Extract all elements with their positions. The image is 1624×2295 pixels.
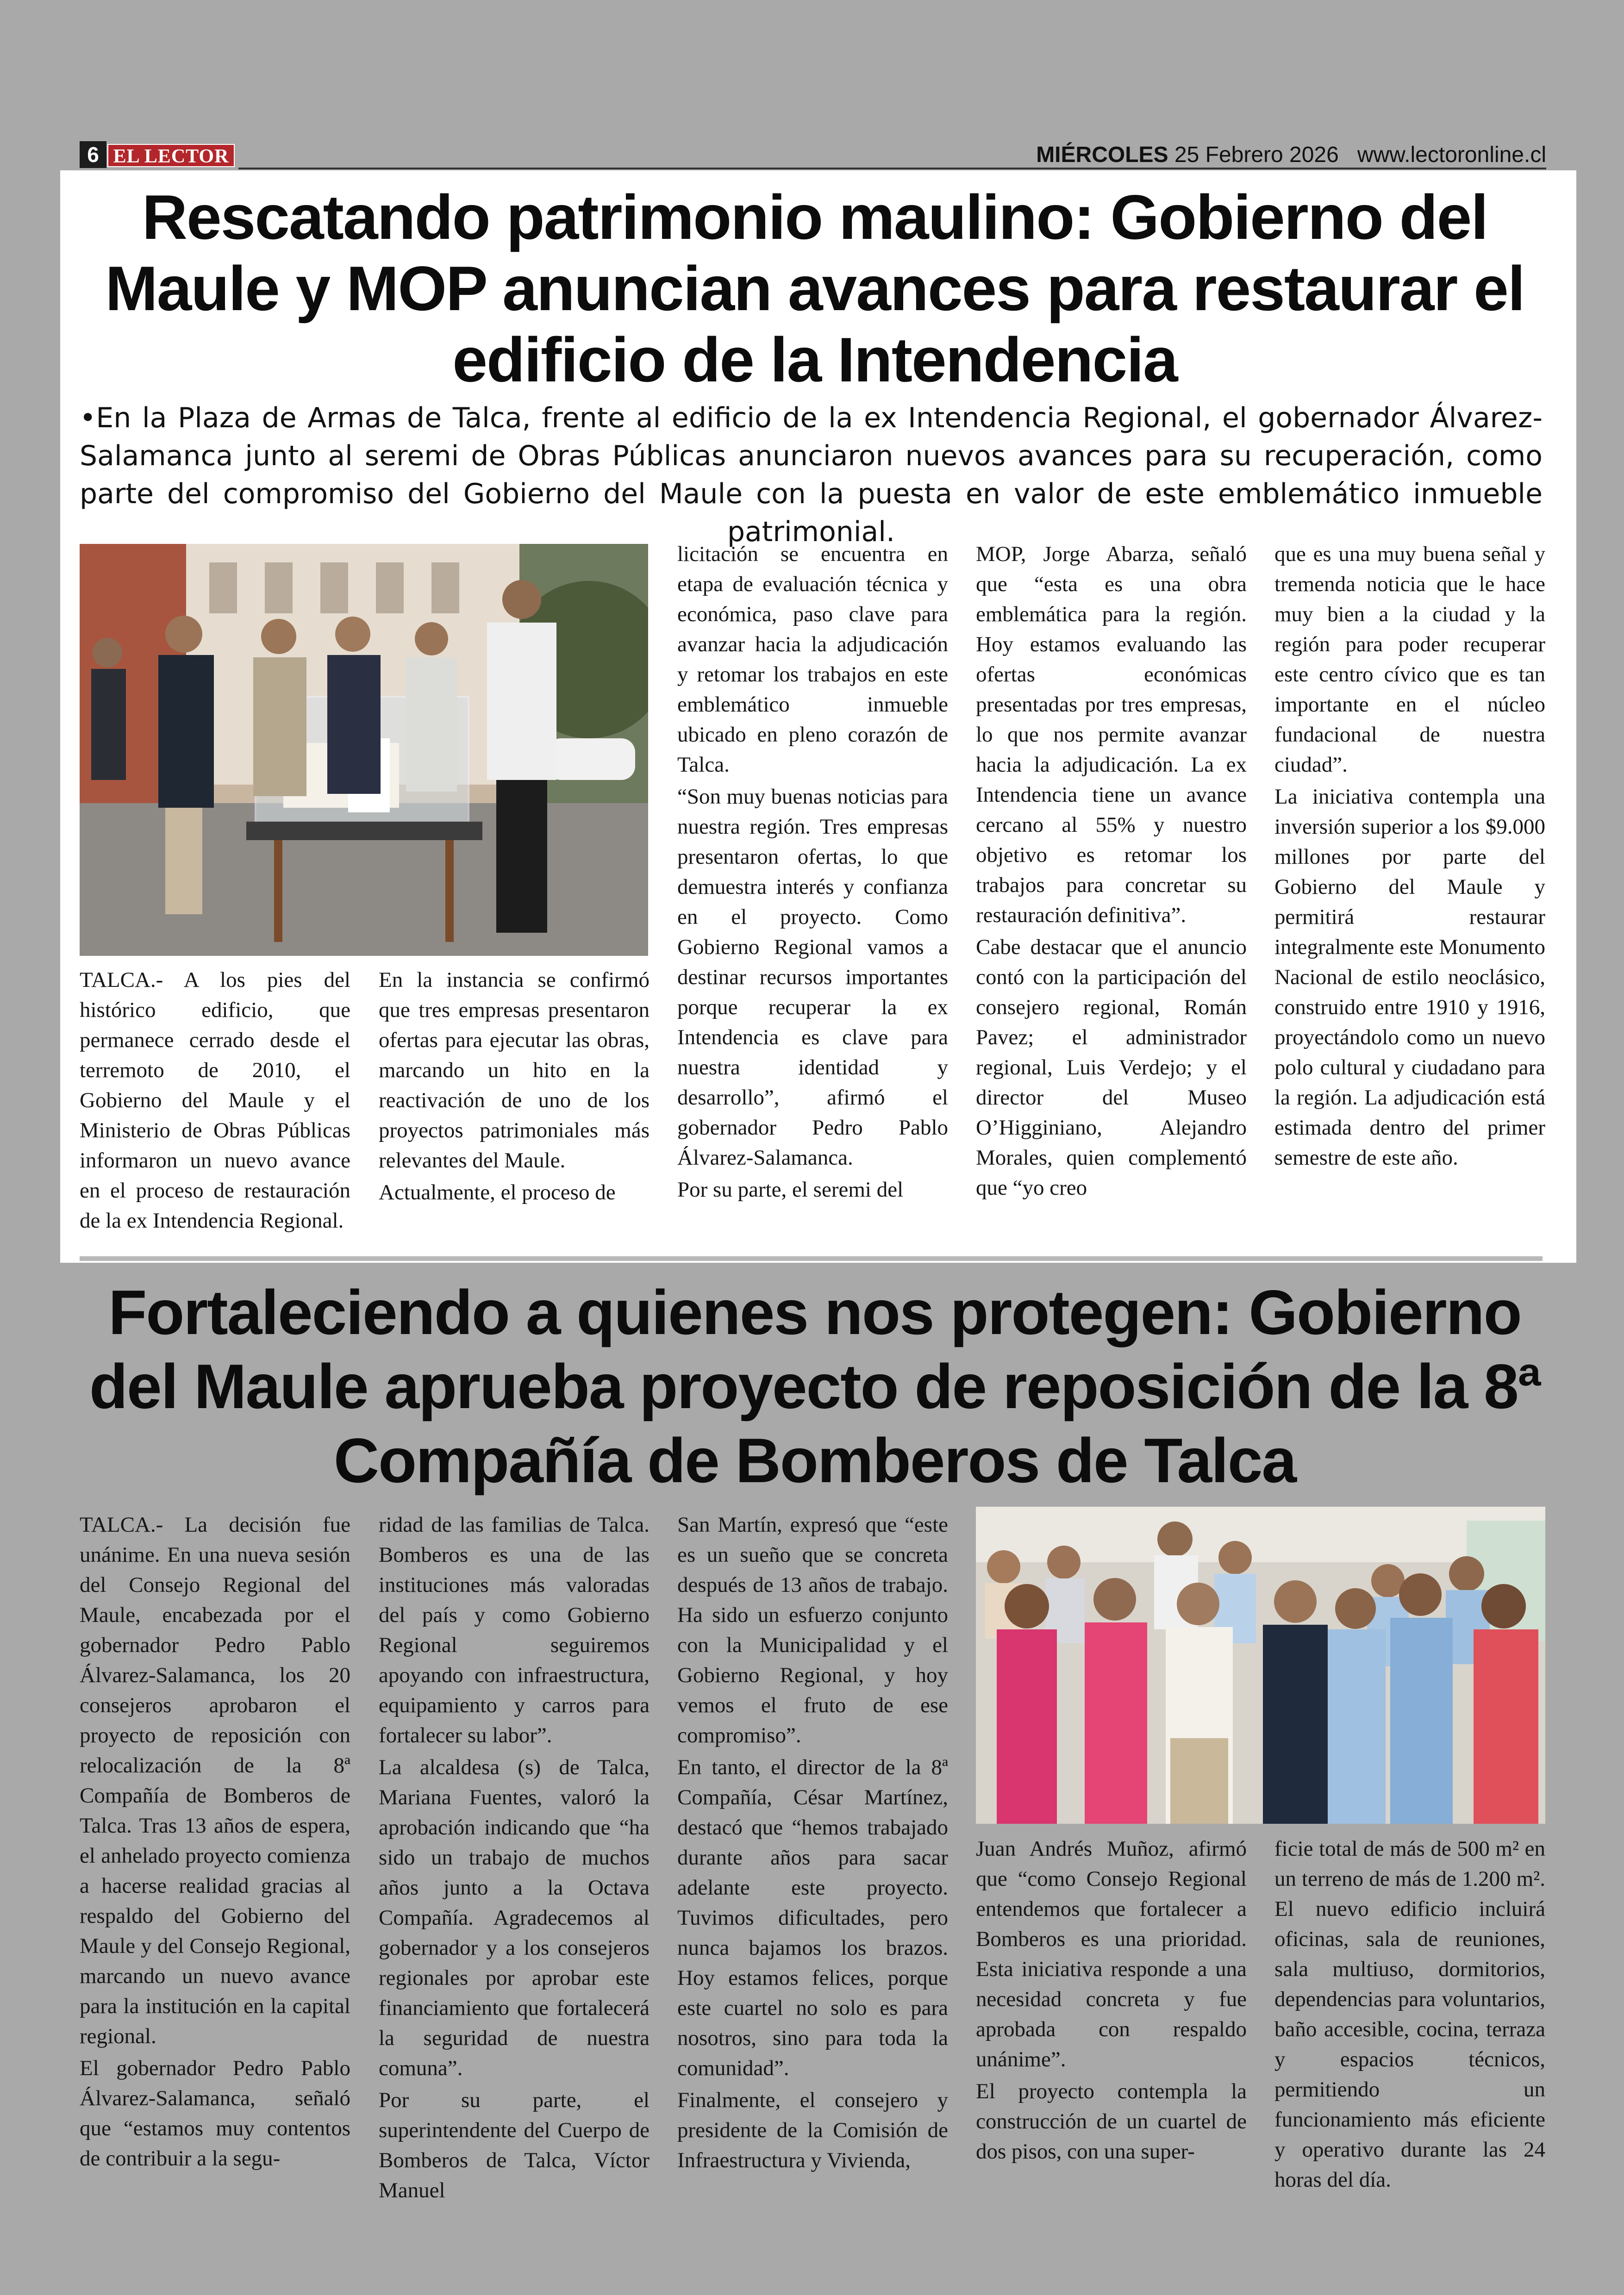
article2-column-5 [1274,1834,1545,2197]
paragraph: “Son muy buenas noticias para nuestra región. Tres empresas presentaron ofertas, lo que demuestra interés y confianza en el proyecto. Como Gobierno Regional vamos a destinar recursos importantes porque recuperar la ex Intendencia es clave para nuestra identidad y desarrollo”, afirmó el gobernador Pedro Pablo Álvarez-Salamanca. [677,785,948,1170]
paragraph: Actualmente, el proceso de [379,1180,616,1204]
article1-column-3 [677,539,948,1207]
website-url: www.lectoronline.cl [1357,143,1546,167]
issue-date: 25 Febrero 2026 [1174,143,1339,167]
dateline [694,139,1546,171]
paragraph: TALCA.- A los pies del histórico edificio, que permanece cerrado desde el terremoto de 2010, el Gobierno del Maule y el Ministerio de Obras Públicas informaron un nuevo avance en el proceso de restauración de la ex Intendencia Regional. [80,968,350,1233]
article1-column-5 [1274,539,1545,1175]
paragraph: TALCA.- La decisión fue unánime. En una nueva sesión del Consejo Regional del Maule, encabezada por el gobernador Pedro Pablo Álvarez-Salamanca, los 20 consejeros aprobaron el proyecto de reposición con relocalización de la 8ª Compañía de Bomberos de Talca. Tras 13 años de espera, el anhelado proyecto comienza a hacerse realidad gracias al respaldo del Gobierno del Maule y del Consejo Regional, marcando un nuevo avance para la institución en la capital regional. [80,1513,350,2048]
article1-column-4 [976,539,1247,1205]
paragraph: ficie total de más de 500 m² en un terreno de más de 1.200 m². El nuevo edificio incluirá oficinas, sala de reuniones, sala multiuso, dormitorios, dependencias para voluntarios, baño accesible, cocina, terraza y espacios técnicos, permitiendo un funcionamiento más eficiente y operativo durante las 24 horas del día. [1274,1837,1545,2192]
article1-headline: Rescatando patrimonio maulino: Gobierno del Maule y MOP anuncian avances para restaurar el edificio de la Intendencia [105,182,1524,395]
article2-column-4 [976,1834,1247,2169]
paragraph: En tanto, el director de la 8ª Compañía, César Martínez, destacó que “hemos trabajado durante años para sacar adelante este proyecto. Tuvimos dificultades, pero nunca bajamos los brazos. Hoy estamos felices, porque este cuartel no solo es para nosotros, sino para toda la comunidad”. [677,1755,948,2080]
paragraph: MOP, Jorge Abarza, señaló que “esta es una obra emblemática para la región. Hoy estamos evaluando las ofertas económicas presentadas por tres empresas, lo que nos permite avanzar hacia la adjudicación. La ex Intendencia tiene un avance cercano al 55% y nuestro objetivo es retomar los trabajos para concretar su restauración definitiva”. [976,542,1247,927]
article1-lede: •En la Plaza de Armas de Talca, frente al edificio de la ex Intendencia Regional, el gobernador Álvarez-Salamanca junto al seremi de Obras Públicas anunciaron nuevos avances para su recuperación, como parte del compromiso del Gobierno del Maule con la puesta en valor de este emblemático inmueble patrimonial. [80,402,1543,548]
article1-column-1 [80,965,350,1238]
masthead-logo: EL LECTOR [107,144,235,167]
article1-column-2 [379,965,650,1210]
article2-photo [976,1507,1545,1824]
paragraph: El gobernador Pedro Pablo Álvarez-Salamanca, señaló que “estamos muy contentos de contribuir a la segu- [80,2056,350,2170]
paragraph: El proyecto contempla la construcción de un cuartel de dos pisos, con una super- [976,2079,1247,2164]
paragraph: Por su parte, el seremi del [677,1178,904,1202]
article2-column-3 [677,1510,948,2177]
paragraph: que es una muy buena señal y tremenda noticia que le hace muy bien a la ciudad y la región para poder recuperar este centro cívico que es tan importante en el núcleo fundacional de nuestra ciudad”. [1274,542,1545,777]
paragraph: La alcaldesa (s) de Talca, Mariana Fuentes, valoró la aprobación indicando que “ha sido un trabajo de muchos años junto a la Octava Compañía. Agradecemos al gobernador y a los consejeros regionales por aprobar este financiamiento que fortalecerá la seguridad de nuestra comuna”. [379,1755,650,2080]
paragraph: La iniciativa contempla una inversión superior a los $9.000 millones por parte del Gobierno del Maule y permitirá restaurar integralmente este Monumento Nacional de estilo neoclásico, construido entre 1910 y 1916, proyectándolo como un nuevo polo cultural y ciudadano para la región. La adjudicación está estimada dentro del primer semestre de este año. [1274,785,1545,1170]
paragraph: En la instancia se confirmó que tres empresas presentaron ofertas para ejecutar las obras, marcando un hito en la reactivación de uno de los proyectos patrimoniales más relevantes del Maule. [379,968,650,1172]
article1-bottom-rule [80,1256,1543,1261]
paragraph: licitación se encuentra en etapa de evaluación técnica y económica, paso clave para avanzar hacia la adjudicación y retomar los trabajos en este emblemático inmueble ubicado en pleno corazón de Talca. [677,542,948,777]
paragraph: Cabe destacar que el anuncio contó con la participación del consejero regional, Román Pavez; el administrador regional, Luis Verdejo; y el director del Museo O’Higginiano, Alejandro Morales, quien complementó que “yo creo [976,935,1247,1200]
issue-day: MIÉRCOLES [1036,143,1168,167]
header-rule [238,168,1546,169]
article2-column-2 [379,1510,650,2208]
officials-with-model-image [80,544,648,956]
article1-photo [80,544,648,956]
group-photo-image [976,1507,1545,1824]
article2-column-1 [80,1510,350,2176]
paragraph: ridad de las familias de Talca. Bomberos es una de las instituciones más valoradas del país y como Gobierno Regional seguiremos apoyando con infraestructura, equipamiento y carros para fortalecer su labor”. [379,1513,650,1747]
paragraph: Juan Andrés Muñoz, afirmó que “como Consejo Regional entendemos que fortalecer a Bomberos es una prioridad. Esta iniciativa responde a una necesidad concreta y fue aprobada con respaldo unánime”. [976,1837,1247,2071]
paragraph: Finalmente, el consejero y presidente de la Comisión de Infraestructura y Vivienda, [677,2088,948,2172]
article2-headline: Fortaleciendo a quienes nos protegen: Gobierno del Maule aprueba proyecto de reposición de la 8ª Compañía de Bomberos de Talca [89,1277,1541,1496]
paragraph: San Martín, expresó que “este es un sueño que se concreta después de 13 años de trabajo. Ha sido un esfuerzo conjunto con la Municipalidad y el Gobierno Regional, y hoy vemos el fruto de ese compromiso”. [677,1513,948,1747]
paragraph: Por su parte, el superintendente del Cuerpo de Bomberos de Talca, Víctor Manuel [379,2088,650,2202]
page-number: 6 [80,141,106,168]
